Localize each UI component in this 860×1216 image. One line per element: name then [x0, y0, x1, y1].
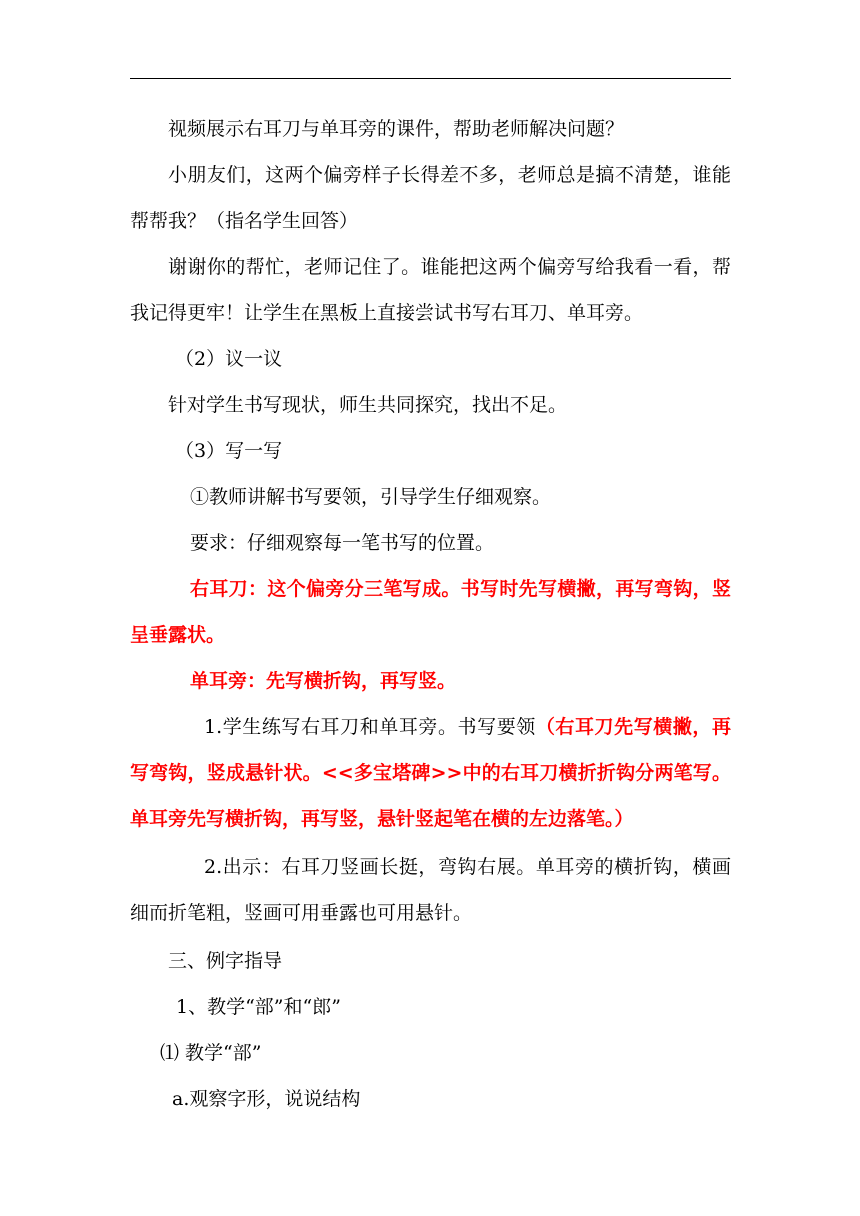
paragraph-discuss: 针对学生书写现状，师生共同探究，找出不足。 — [168, 394, 568, 416]
paragraph-single-ear: 单耳旁：先写横折钩，再写竖。 — [190, 670, 457, 692]
section-discuss-heading: （2）议一议 — [175, 348, 283, 370]
document-body — [130, 106, 731, 1122]
paragraph-teach-bu-lang: 1、教学“部”和“郎” — [176, 996, 341, 1018]
paragraph-video-intro: 视频展示右耳刀与单耳旁的课件，帮助老师解决问题？ — [168, 118, 625, 140]
paragraph-thanks: 谢谢你的帮忙，老师记住了。谁能把这两个偏旁写给我看一看，帮我记得更牢！让学生在黑板上直接尝试书写右耳刀、单耳旁。 — [130, 256, 731, 324]
paragraph-question: 小朋友们，这两个偏旁样子长得差不多，老师总是搞不清楚，谁能帮帮我？（指名学生回答） — [130, 164, 731, 232]
paragraph-teacher-explain: ①教师讲解书写要领，引导学生仔细观察。 — [190, 486, 552, 508]
section-write-heading: （3）写一写 — [175, 440, 283, 462]
paragraph-show: 2.出示：右耳刀竖画长挺，弯钩右展。单耳旁的横折钩，横画细而折笔粗，竖画可用垂露也可用悬针。 — [130, 856, 731, 924]
practice-key-points: （右耳刀先写横撇，再写弯钩，竖成悬针状。<<多宝塔碑>>中的右耳刀横折折钩分两笔写。单耳旁先写横折钩，再写竖，悬针竖起笔在横的左边落笔。） — [130, 716, 731, 830]
paragraph-teach-bu: ⑴ 教学“部” — [160, 1042, 262, 1064]
practice-text: 1.学生练写右耳刀和单耳旁。书写要领 — [204, 716, 536, 738]
header-rule — [130, 78, 731, 79]
section-example-heading: 三、例字指导 — [168, 950, 283, 972]
paragraph-observe: a.观察字形，说说结构 — [172, 1088, 361, 1110]
paragraph-practice — [130, 704, 731, 842]
paragraph-right-ear-knife: 右耳刀：这个偏旁分三笔写成。书写时先写横撇，再写弯钩，竖呈垂露状。 — [130, 578, 731, 646]
paragraph-requirement: 要求：仔细观察每一笔书写的位置。 — [190, 532, 495, 554]
